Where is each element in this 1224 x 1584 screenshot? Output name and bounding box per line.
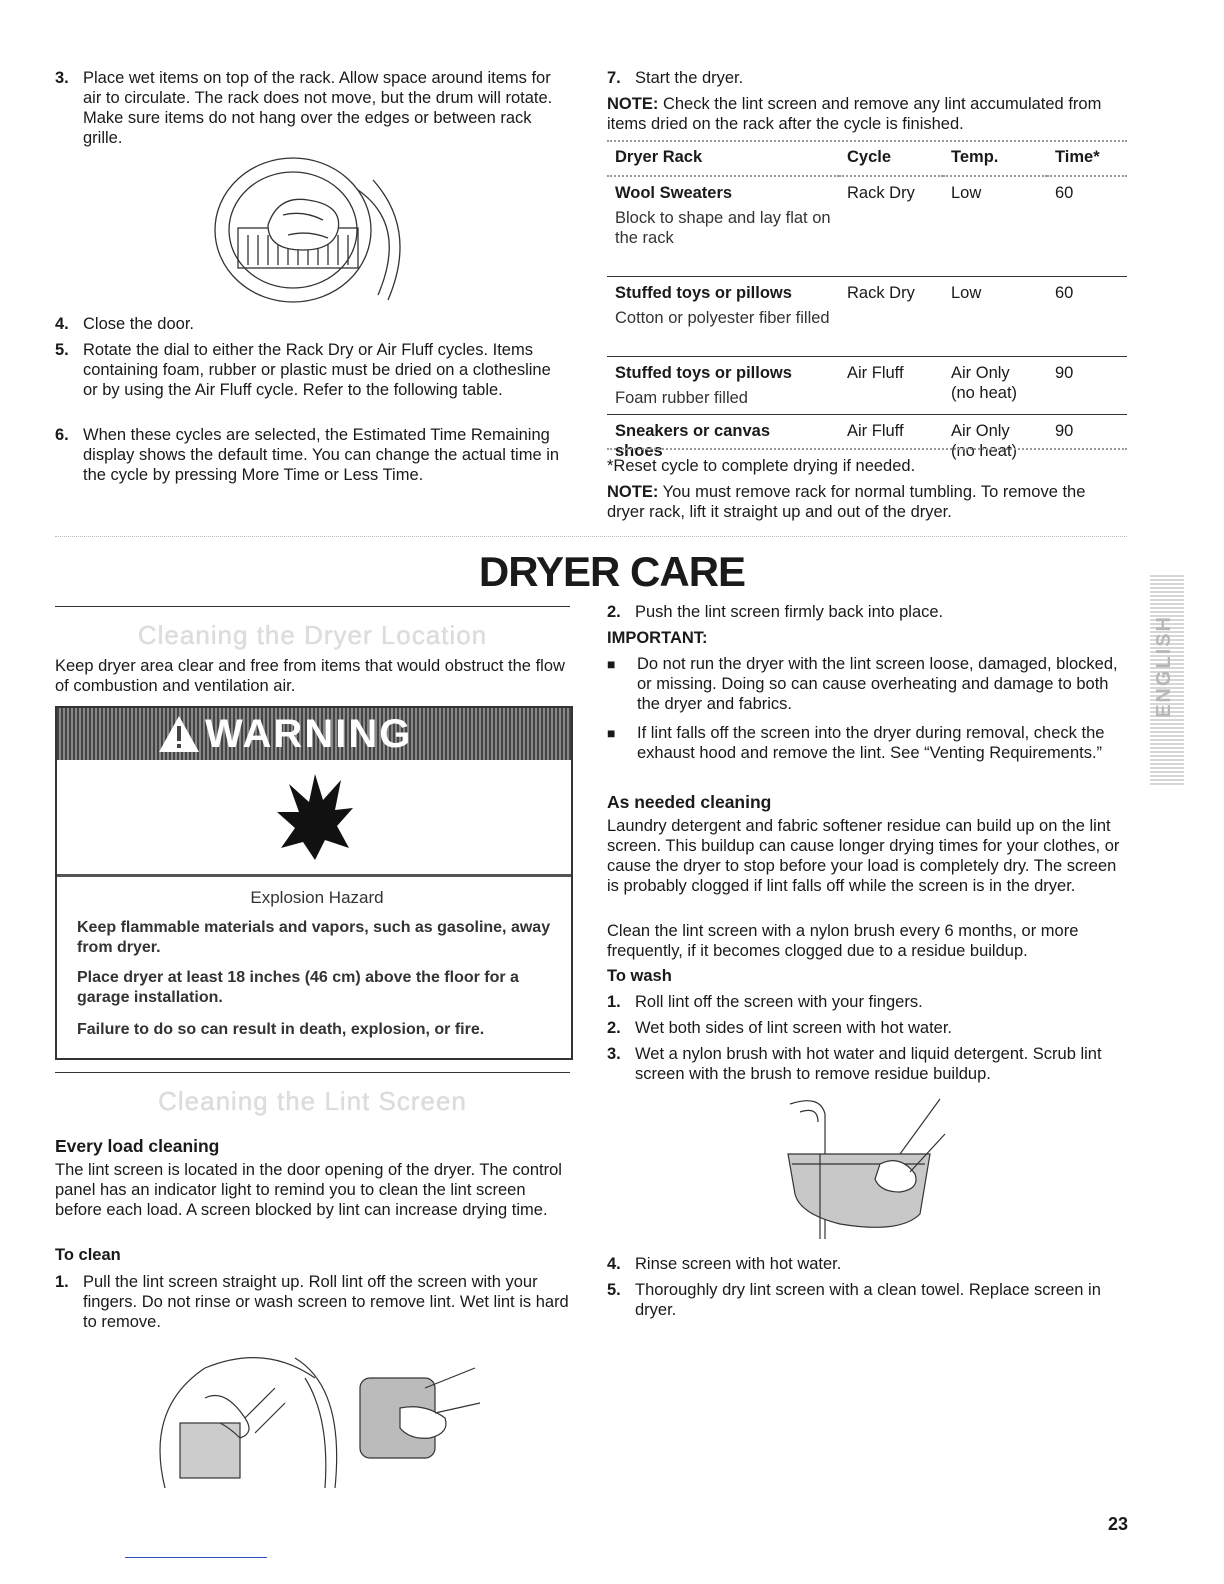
important-bullet-2: ■ If lint falls off the screen into the dryer during removal, check the exhaust hood and remove the lint. See “Venting Requirements.”	[607, 724, 1105, 762]
warning-line-1: Keep flammable materials and vapors, such as gasoline, away from dryer.	[77, 919, 551, 956]
heading-cleaning-dryer-location: Cleaning the Dryer Location	[137, 620, 488, 650]
wash-step-2: 2. Wet both sides of lint screen with hot water.	[607, 1019, 953, 1037]
heading-as-needed: As needed cleaning	[607, 792, 772, 812]
header-time: Time*	[1047, 144, 1127, 176]
every-load-text: The lint screen is located in the door opening of the dryer. The control panel has an indicator light to remind you to clean the lint screen before each load. A screen blocked by lint can increase drying time.	[55, 1161, 562, 1219]
important-label: IMPORTANT:	[607, 629, 708, 647]
table-row: Stuffed toys or pillows Cotton or polyester fiber filled Rack Dry Low 60	[607, 276, 1127, 356]
step-2: 2. Push the lint screen firmly back into place.	[607, 603, 944, 621]
explosion-icon	[275, 772, 355, 862]
table-bottom-rule	[607, 448, 1127, 450]
table-row: Stuffed toys or pillows Foam rubber filled Air Fluff Air Only (no heat) 90	[607, 356, 1127, 414]
warning-line-3: Failure to do so can result in death, explosion, or fire.	[77, 1021, 485, 1038]
table-header-row	[607, 144, 1127, 176]
warning-divider	[57, 874, 571, 877]
section-divider	[55, 536, 1127, 537]
as-needed-text-1: Laundry detergent and fabric softener residue can build up on the lint screen. This buildup can cause longer drying times for your clothes, or cause the dryer to stop before your load is completely dry. The screen is probably clogged if lint falls off while the screen is in the dryer.	[607, 817, 1120, 895]
clean-step-1: 1. Pull the lint screen straight up. Roll lint off the screen with your fingers. Do not rinse or wash screen to remove lint. Wet lint is hard to remove.	[55, 1273, 569, 1331]
heading-to-wash: To wash	[607, 967, 672, 985]
table-row: Sneakers or canvas shoes Air Fluff Air Only (no heat) 90	[607, 414, 1127, 465]
page-number: 23	[1107, 1514, 1128, 1534]
dryer-rack-table	[607, 144, 1127, 465]
heading-cleaning-lint-screen: Cleaning the Lint Screen	[158, 1086, 467, 1116]
bullet-icon: ■	[607, 656, 616, 672]
table-footnote: *Reset cycle to complete drying if needed.	[607, 457, 916, 475]
warning-label: WARNING	[205, 712, 413, 756]
step-6: 6. When these cycles are selected, the Estimated Time Remaining display shows the default time. You can change the actual time in the cycle by pressing More Time or Less Time.	[55, 426, 560, 484]
step-7: 7. Start the dryer.	[607, 69, 744, 87]
wash-step-3: 3. Wet a nylon brush with hot water and liquid detergent. Scrub lint screen with the brush to remove residue buildup.	[607, 1045, 1102, 1083]
step-5: 5. Rotate the dial to either the Rack Dry or Air Fluff cycles. Items containing foam, rubber or plastic must be dried on a clothesline or by using the Air Fluff cycle. Refer to the following table.	[55, 341, 551, 399]
wash-step-4: 4. Rinse screen with hot water.	[607, 1255, 842, 1273]
heading-every-load: Every load cleaning	[55, 1136, 220, 1156]
note-remove-rack: NOTE: You must remove rack for normal tumbling. To remove the dryer rack, lift it straight up and out of the dryer.	[607, 483, 1086, 521]
header-cycle: Cycle	[839, 144, 943, 176]
rule-lint-screen	[55, 1072, 570, 1073]
rule-cleaning-location	[55, 606, 570, 607]
lint-screen-wash-illustration	[780, 1094, 950, 1244]
step-4: 4. Close the door.	[55, 315, 194, 333]
warning-line-2: Place dryer at least 18 inches (46 cm) above the floor for a garage installation.	[77, 969, 519, 1006]
important-bullet-1: ■ Do not run the dryer with the lint screen loose, damaged, blocked, or missing. Doing so can cause overheating and damage to both the dryer and fabrics.	[607, 655, 1118, 713]
warning-triangle-icon	[157, 714, 201, 754]
header-dryer-rack: Dryer Rack	[607, 144, 839, 176]
table-top-rule	[607, 140, 1127, 142]
note-lint-accumulated: NOTE: Check the lint screen and remove any lint accumulated from items dried on the rack after the cycle is finished.	[607, 95, 1102, 133]
warning-box	[55, 706, 573, 1060]
wash-step-1: 1. Roll lint off the screen with your fingers.	[607, 993, 923, 1011]
header-temp: Temp.	[943, 144, 1047, 176]
bullet-icon: ■	[607, 725, 616, 741]
page-title: DRYER CARE	[478, 548, 746, 595]
table-row: Wool Sweaters Block to shape and lay flat on the rack Rack Dry Low 60	[615, 184, 1074, 247]
heading-to-clean: To clean	[55, 1246, 121, 1264]
wash-step-5: 5. Thoroughly dry lint screen with a clean towel. Replace screen in dryer.	[607, 1281, 1101, 1319]
step-3: 3. Place wet items on top of the rack. Allow space around items for air to circulate. The rack does not move, but the drum will rotate. Make sure items do not hang over the edges or between rack grille.	[55, 69, 553, 147]
warning-band	[57, 708, 571, 760]
dryer-rack-illustration	[208, 150, 418, 305]
side-language-tab: ENGLISH	[1150, 575, 1184, 785]
footer-link-line	[125, 1557, 267, 1558]
lint-screen-removal-illustration	[145, 1348, 485, 1498]
hazard-title: Explosion Hazard	[250, 888, 384, 907]
as-needed-text-2: Clean the lint screen with a nylon brush every 6 months, or more frequently, if it becomes clogged due to a residue buildup.	[607, 922, 1079, 960]
cleaning-location-text: Keep dryer area clear and free from items that would obstruct the flow of combustion and ventilation air.	[55, 657, 565, 695]
